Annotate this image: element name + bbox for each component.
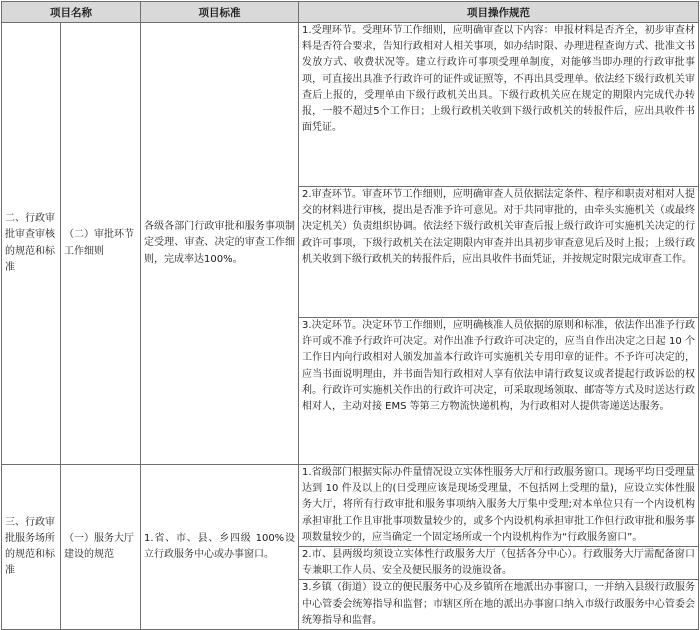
spec-cell: 1.受理环节。受理环节工作细则，应明确审查以下内容：申报材料是否齐全，初步审查材料是否符合要求，告知行政相对人相关事项，如办结时限、办理进程查询方式、批准文书发放方式、收费状况等。建立行政许可事项受理单制度，对能够当即办理的行政审批事项，可直接出具准予行政许可的证件或证照等，不再出具受理单。依法经下级行政机关审查后上报的，受理单由下级行政机关出具。下级行政机关应在规定的期限内完成代办转报，一般不超过5个工作日；上级行政机关收到下级行政机关的转报件后，应出具收件书面凭证。	[299, 23, 699, 187]
spec-cell: 2.市、县两级均须设立实体性行政服务大厅（包括各分中心）。行政服务大厅需配备窗口专兼职工作人员、安全及便民服务的设施设备。	[299, 547, 699, 580]
spec-cell: 3.乡镇（街道）设立的便民服务中心及乡镇所在地派出办事窗口，一并纳入县级行政服务中心管委会统筹指导和监督；市辖区所在地的派出办事窗口纳入市级行政服务中心管委会统筹指导和监督。	[299, 580, 699, 630]
spec-cell: 2.审查环节。审查环节工作细则，应明确审查人员依据法定条件、程序和职责对相对人提交的材料进行审核，提出是否准予许可意见。对于共同审批的，由牵头实施机关（或最终决定机关）负责组织协调。依法经下级行政机关审查后报上级行政许可实施机关决定的行政许可事项，下级行政机关在法定期限内审查并出具初步审查意见后及时上报；上级行政机关收到下级行政机关的转报件后，应出具收件书面凭证，并按规定时限完成审查工作。	[299, 187, 699, 318]
table-row	[2, 23, 699, 187]
header-spec: 项目操作规范	[299, 2, 699, 23]
header-standard: 项目标准	[141, 2, 299, 23]
table-row	[2, 465, 699, 547]
spec-table	[1, 1, 699, 630]
header-name: 项目名称	[2, 2, 141, 23]
item-cell: （一）服务大厅建设的规范	[61, 465, 141, 630]
standard-cell: 各级各部门行政审批和服务事项制定受理、审查、决定的审查工作细则，完成率达100%。	[141, 23, 299, 465]
spec-cell: 1.省级部门根据实际办件量情况设立实体性服务大厅和行政服务窗口。现场平均日受理量达到 10 件及以上的(日受理应该是现场受理量，不包括网上受理的量)，应设立实体性服务大厅，将所有行政审批和服务事项纳入服务大厅集中受理;对本单位只有一个内设机构承担审批工作且审批事项数量较少的，或多个内设机构承担审批工作但行政审批和服务事项数量较少的，应当确定一个固定场所或一个内设机构作为“行政服务窗口”。	[299, 465, 699, 547]
standard-cell: 1.省、市、县、乡四级 100%设立行政服务中心或办事窗口。	[141, 465, 299, 630]
category-cell: 二、行政审批审查审核的规范和标准	[2, 23, 61, 465]
category-cell: 三、行政审批服务场所的规范和标准	[2, 465, 61, 630]
header-row	[2, 2, 699, 23]
item-cell: （二）审批环节工作细则	[61, 23, 141, 465]
spec-cell: 3.决定环节。决定环节工作细则，应明确核准人员依据的原则和标准，依法作出准予行政许可或不准予行政许可决定。对作出准予行政许可决定的，应当自作出决定之日起 10 个工作日内向行政相对人颁发加盖本行政许可实施机关专用印章的证件。不予许可决定的，应当书面说明理由，并书面告知行政相对人享有依法申请行政复议或者提起行政诉讼的权利。行政许可实施机关作出的行政许可决定，可采取现场领取、邮寄等方式及时送达行政相对人，主动对接 EMS 等第三方物流快递机构，为行政相对人提供寄递送达服务。	[299, 318, 699, 465]
